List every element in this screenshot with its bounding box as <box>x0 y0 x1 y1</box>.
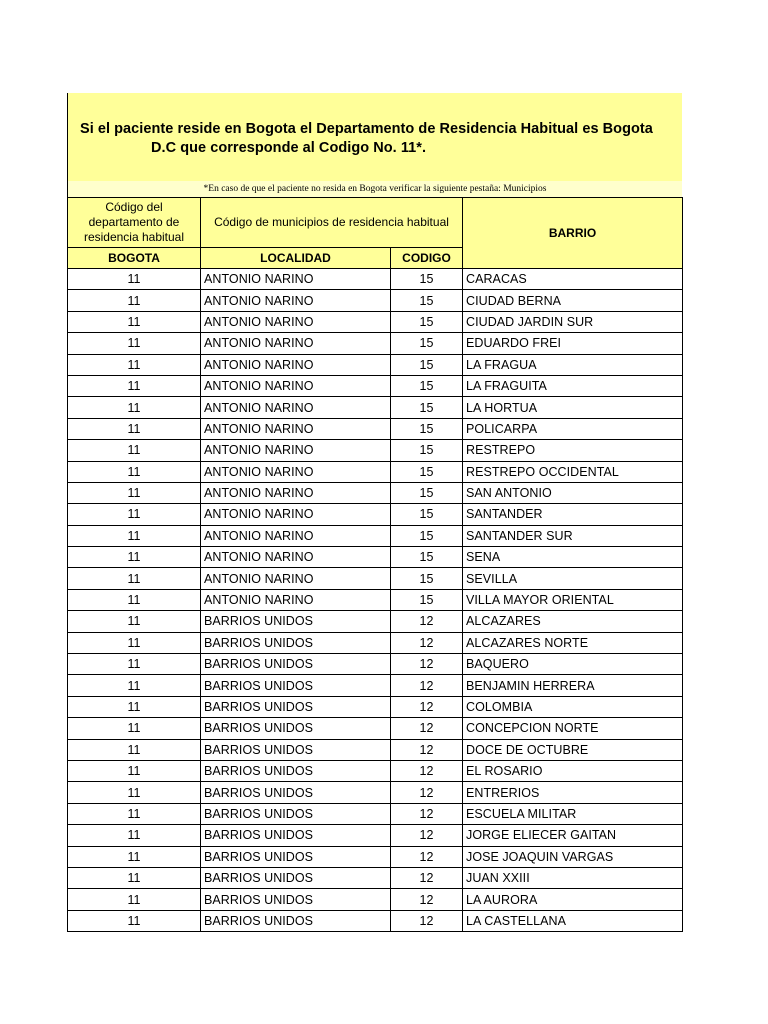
table-row <box>68 525 683 546</box>
cell-barrio: ESCUELA MILITAR <box>463 803 683 824</box>
cell-dept-code: 11 <box>68 846 201 867</box>
table-row <box>68 269 683 290</box>
cell-dept-code: 11 <box>68 354 201 375</box>
cell-dept-code: 11 <box>68 547 201 568</box>
cell-barrio: RESTREPO <box>463 440 683 461</box>
cell-localidad: BARRIOS UNIDOS <box>201 910 391 931</box>
cell-codigo: 15 <box>391 269 463 290</box>
cell-barrio: SEVILLA <box>463 568 683 589</box>
cell-codigo: 15 <box>391 290 463 311</box>
cell-barrio: LA HORTUA <box>463 397 683 418</box>
cell-dept-code: 11 <box>68 889 201 910</box>
footnote: *En caso de que el paciente no resida en Bogota verificar la siguiente pestaña: Municipios <box>67 181 682 197</box>
cell-localidad: BARRIOS UNIDOS <box>201 825 391 846</box>
cell-barrio: SENA <box>463 547 683 568</box>
table-row <box>68 418 683 439</box>
table-row <box>68 397 683 418</box>
header-municipio-code: Código de municipios de residencia habitual <box>201 198 463 248</box>
cell-codigo: 15 <box>391 333 463 354</box>
cell-dept-code: 11 <box>68 632 201 653</box>
cell-codigo: 15 <box>391 461 463 482</box>
cell-barrio: ALCAZARES <box>463 611 683 632</box>
cell-dept-code: 11 <box>68 867 201 888</box>
cell-localidad: ANTONIO NARINO <box>201 482 391 503</box>
table-row <box>68 333 683 354</box>
table-row <box>68 760 683 781</box>
header-row-1 <box>68 198 683 248</box>
table-row <box>68 611 683 632</box>
cell-codigo: 15 <box>391 568 463 589</box>
cell-dept-code: 11 <box>68 311 201 332</box>
cell-localidad: ANTONIO NARINO <box>201 568 391 589</box>
table-row <box>68 568 683 589</box>
cell-dept-code: 11 <box>68 782 201 803</box>
cell-barrio: CIUDAD BERNA <box>463 290 683 311</box>
cell-barrio: BAQUERO <box>463 654 683 675</box>
table-row <box>68 632 683 653</box>
cell-barrio: COLOMBIA <box>463 696 683 717</box>
barrios-table <box>67 197 683 932</box>
table-row <box>68 547 683 568</box>
header-barrio: BARRIO <box>463 198 683 269</box>
cell-localidad: ANTONIO NARINO <box>201 290 391 311</box>
cell-dept-code: 11 <box>68 269 201 290</box>
cell-dept-code: 11 <box>68 418 201 439</box>
cell-localidad: ANTONIO NARINO <box>201 354 391 375</box>
cell-barrio: SANTANDER SUR <box>463 525 683 546</box>
cell-barrio: JORGE ELIECER GAITAN <box>463 825 683 846</box>
cell-codigo: 12 <box>391 739 463 760</box>
cell-barrio: EL ROSARIO <box>463 760 683 781</box>
cell-dept-code: 11 <box>68 611 201 632</box>
cell-barrio: LA FRAGUITA <box>463 375 683 396</box>
cell-barrio: CONCEPCION NORTE <box>463 718 683 739</box>
cell-barrio: LA AURORA <box>463 889 683 910</box>
cell-localidad: BARRIOS UNIDOS <box>201 846 391 867</box>
table-row <box>68 354 683 375</box>
table-row <box>68 803 683 824</box>
cell-dept-code: 11 <box>68 825 201 846</box>
cell-localidad: ANTONIO NARINO <box>201 311 391 332</box>
cell-dept-code: 11 <box>68 803 201 824</box>
table-row <box>68 675 683 696</box>
cell-barrio: LA CASTELLANA <box>463 910 683 931</box>
cell-localidad: BARRIOS UNIDOS <box>201 718 391 739</box>
table-row <box>68 825 683 846</box>
cell-localidad: ANTONIO NARINO <box>201 461 391 482</box>
cell-barrio: LA FRAGUA <box>463 354 683 375</box>
table-row <box>68 290 683 311</box>
cell-codigo: 12 <box>391 611 463 632</box>
table-row <box>68 311 683 332</box>
cell-dept-code: 11 <box>68 760 201 781</box>
cell-localidad: ANTONIO NARINO <box>201 397 391 418</box>
cell-localidad: ANTONIO NARINO <box>201 504 391 525</box>
cell-localidad: ANTONIO NARINO <box>201 375 391 396</box>
cell-barrio: JOSE JOAQUIN VARGAS <box>463 846 683 867</box>
notice-banner <box>67 93 682 181</box>
cell-barrio: BENJAMIN HERRERA <box>463 675 683 696</box>
table-row <box>68 739 683 760</box>
cell-localidad: BARRIOS UNIDOS <box>201 632 391 653</box>
cell-codigo: 12 <box>391 718 463 739</box>
cell-localidad: BARRIOS UNIDOS <box>201 739 391 760</box>
cell-dept-code: 11 <box>68 589 201 610</box>
cell-codigo: 12 <box>391 654 463 675</box>
cell-localidad: BARRIOS UNIDOS <box>201 696 391 717</box>
cell-localidad: BARRIOS UNIDOS <box>201 654 391 675</box>
cell-localidad: ANTONIO NARINO <box>201 333 391 354</box>
notice-title <box>80 120 682 158</box>
table-row <box>68 589 683 610</box>
cell-barrio: POLICARPA <box>463 418 683 439</box>
cell-localidad: BARRIOS UNIDOS <box>201 782 391 803</box>
cell-barrio: SAN ANTONIO <box>463 482 683 503</box>
table-row <box>68 482 683 503</box>
table-row <box>68 782 683 803</box>
table-row <box>68 846 683 867</box>
cell-dept-code: 11 <box>68 568 201 589</box>
cell-dept-code: 11 <box>68 525 201 546</box>
table-row <box>68 461 683 482</box>
cell-localidad: BARRIOS UNIDOS <box>201 675 391 696</box>
cell-localidad: BARRIOS UNIDOS <box>201 867 391 888</box>
table-row <box>68 696 683 717</box>
cell-codigo: 12 <box>391 889 463 910</box>
cell-barrio: RESTREPO OCCIDENTAL <box>463 461 683 482</box>
cell-codigo: 12 <box>391 696 463 717</box>
cell-dept-code: 11 <box>68 375 201 396</box>
cell-dept-code: 11 <box>68 675 201 696</box>
cell-codigo: 12 <box>391 803 463 824</box>
cell-barrio: ALCAZARES NORTE <box>463 632 683 653</box>
cell-codigo: 12 <box>391 867 463 888</box>
cell-dept-code: 11 <box>68 333 201 354</box>
cell-localidad: BARRIOS UNIDOS <box>201 611 391 632</box>
cell-codigo: 15 <box>391 354 463 375</box>
cell-dept-code: 11 <box>68 397 201 418</box>
cell-dept-code: 11 <box>68 482 201 503</box>
notice-title-line-1: Si el paciente reside en Bogota el Departamento de Residencia Habitual es Bogota <box>80 121 653 137</box>
cell-localidad: ANTONIO NARINO <box>201 418 391 439</box>
cell-codigo: 15 <box>391 547 463 568</box>
cell-codigo: 12 <box>391 825 463 846</box>
cell-codigo: 12 <box>391 632 463 653</box>
cell-dept-code: 11 <box>68 696 201 717</box>
cell-codigo: 15 <box>391 418 463 439</box>
header-codigo: CODIGO <box>391 248 463 269</box>
table-row <box>68 718 683 739</box>
cell-dept-code: 11 <box>68 654 201 675</box>
cell-localidad: ANTONIO NARINO <box>201 269 391 290</box>
cell-localidad: BARRIOS UNIDOS <box>201 889 391 910</box>
cell-codigo: 12 <box>391 675 463 696</box>
table-row <box>68 654 683 675</box>
cell-barrio: JUAN XXIII <box>463 867 683 888</box>
cell-dept-code: 11 <box>68 739 201 760</box>
cell-localidad: ANTONIO NARINO <box>201 440 391 461</box>
cell-barrio: DOCE DE OCTUBRE <box>463 739 683 760</box>
table-body <box>68 269 683 932</box>
cell-codigo: 15 <box>391 589 463 610</box>
cell-dept-code: 11 <box>68 504 201 525</box>
cell-dept-code: 11 <box>68 290 201 311</box>
table-row <box>68 440 683 461</box>
cell-dept-code: 11 <box>68 910 201 931</box>
cell-codigo: 12 <box>391 760 463 781</box>
table-row <box>68 910 683 931</box>
cell-localidad: ANTONIO NARINO <box>201 547 391 568</box>
cell-barrio: EDUARDO FREI <box>463 333 683 354</box>
header-dept-code: Código del departamento de residencia habitual <box>68 198 201 248</box>
table-row <box>68 889 683 910</box>
table-row <box>68 504 683 525</box>
table-row <box>68 375 683 396</box>
cell-codigo: 15 <box>391 504 463 525</box>
cell-codigo: 15 <box>391 525 463 546</box>
cell-barrio: CARACAS <box>463 269 683 290</box>
cell-codigo: 12 <box>391 782 463 803</box>
cell-dept-code: 11 <box>68 440 201 461</box>
cell-dept-code: 11 <box>68 718 201 739</box>
table-row <box>68 867 683 888</box>
cell-localidad: BARRIOS UNIDOS <box>201 803 391 824</box>
header-localidad: LOCALIDAD <box>201 248 391 269</box>
cell-barrio: ENTRERIOS <box>463 782 683 803</box>
cell-barrio: SANTANDER <box>463 504 683 525</box>
cell-dept-code: 11 <box>68 461 201 482</box>
cell-barrio: CIUDAD JARDIN SUR <box>463 311 683 332</box>
cell-localidad: BARRIOS UNIDOS <box>201 760 391 781</box>
notice-title-line-2: D.C que corresponde al Codigo No. 11*. <box>151 140 427 156</box>
header-bogota: BOGOTA <box>68 248 201 269</box>
cell-codigo: 15 <box>391 440 463 461</box>
cell-codigo: 15 <box>391 311 463 332</box>
cell-codigo: 15 <box>391 482 463 503</box>
spreadsheet-page <box>67 93 682 932</box>
cell-localidad: ANTONIO NARINO <box>201 589 391 610</box>
cell-barrio: VILLA MAYOR ORIENTAL <box>463 589 683 610</box>
cell-codigo: 15 <box>391 397 463 418</box>
cell-codigo: 12 <box>391 910 463 931</box>
cell-codigo: 15 <box>391 375 463 396</box>
cell-codigo: 12 <box>391 846 463 867</box>
cell-localidad: ANTONIO NARINO <box>201 525 391 546</box>
